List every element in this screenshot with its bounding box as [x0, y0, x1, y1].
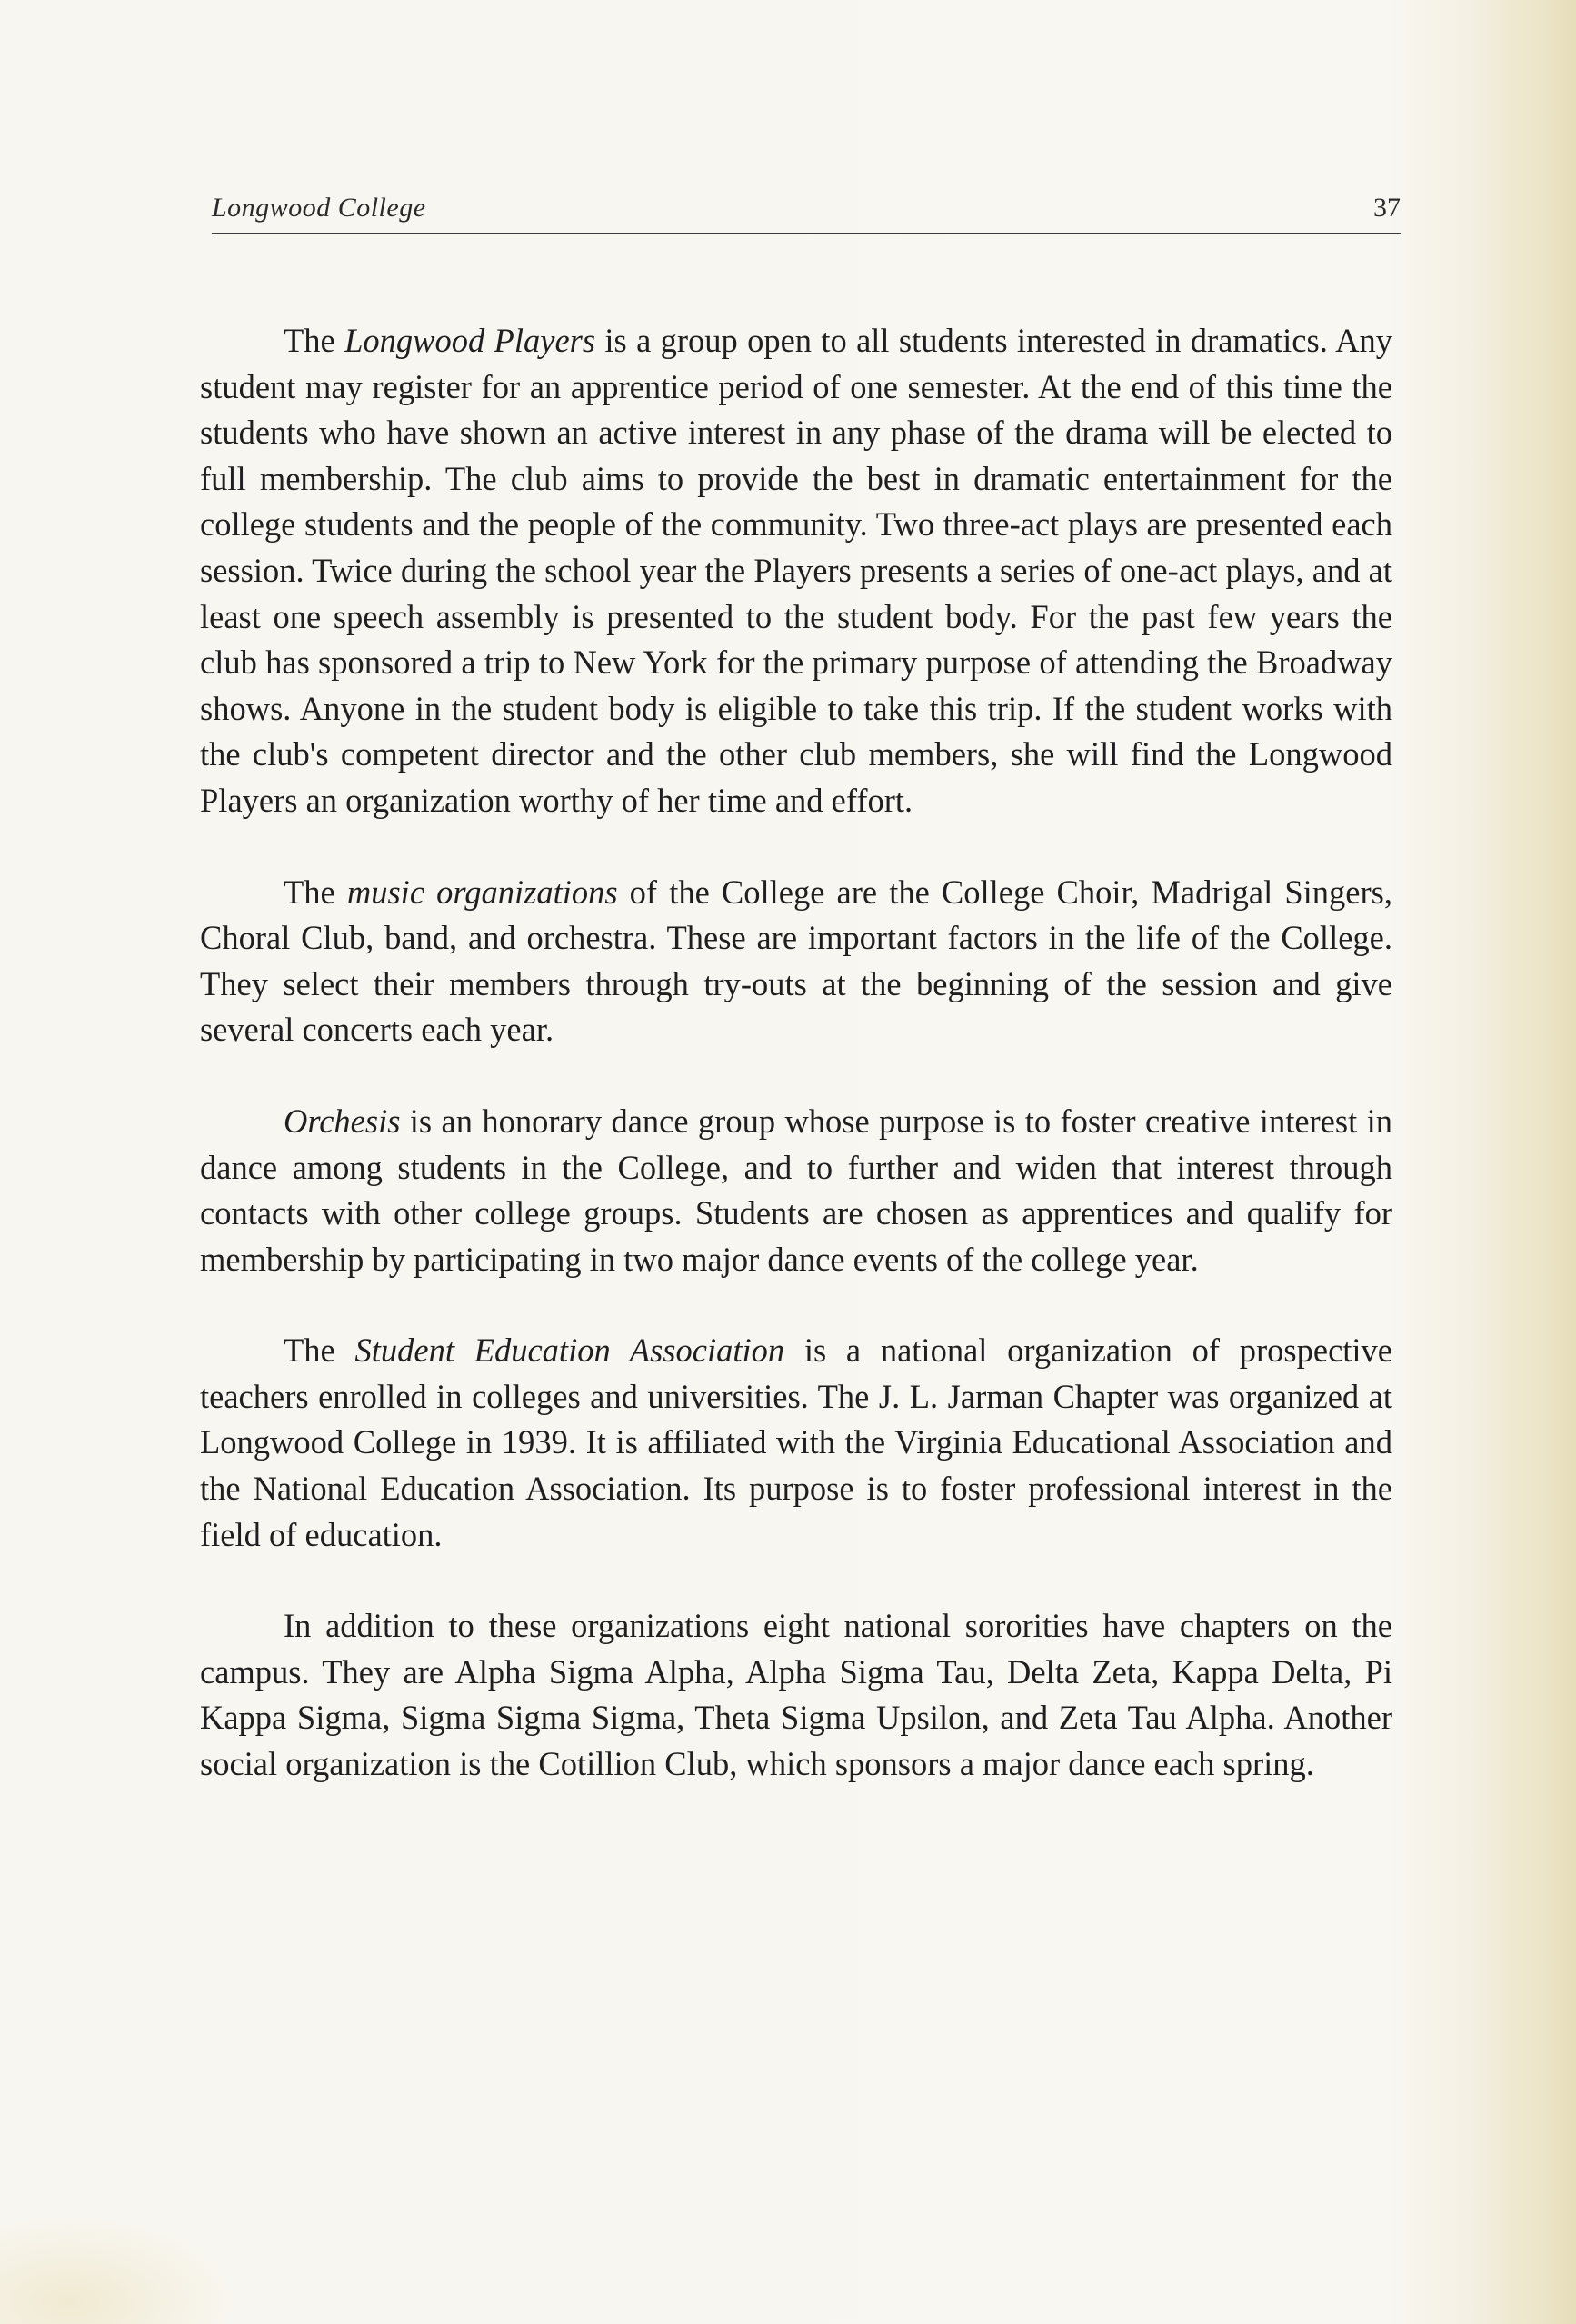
paragraph-lead: The	[284, 873, 347, 911]
paragraph-student-education-association	[200, 1328, 1392, 1558]
page-number: 37	[1373, 193, 1401, 223]
running-header	[212, 193, 1401, 236]
paragraph-term: Longwood Players	[344, 322, 596, 359]
paragraph-text: In addition to these organizations eight national sororities have chapters on the campus. They are Alpha Sigma Alpha, Alpha Sigma Tau, Delta Zeta, Kappa Delta, Pi Kappa Sigma, Sigma Sigma Sigma, Theta Sigma Upsilon, and Zeta Tau Alpha. Another social organization is the Cotillion Club, which sponsors a major dance each spring.	[200, 1607, 1392, 1783]
paragraph-lead: The	[284, 1332, 355, 1370]
body-text	[200, 318, 1392, 1833]
paragraph-lead: The	[284, 322, 345, 359]
paragraph-text: of the College are the College Choir, Madrigal Singers, Choral Club, band, and orchestra. These are important factors in the life of the College. They select their members through try-outs at the beginning of the session and give several concerts each year.	[200, 873, 1392, 1049]
paragraph-term: music organizations	[346, 873, 618, 911]
page-corner-stain	[0, 2215, 236, 2324]
page-edge-shading	[1471, 0, 1576, 2324]
header-rule	[212, 233, 1401, 234]
paragraph-term: Student Education Association	[354, 1332, 785, 1370]
paragraph-music-organizations	[200, 870, 1392, 1053]
paragraph-orchesis	[200, 1099, 1392, 1282]
paragraph-text: is a national organization of prospective teachers enrolled in colleges and universities. The J. L. Jarman Chapter was organized at Longwood College in 1939. It is affiliated with the Virginia Educational Association and the National Education Association. Its purpose is to foster professional interest in the field of education.	[200, 1332, 1393, 1553]
paragraph-longwood-players	[200, 318, 1392, 824]
paragraph-term: Orchesis	[284, 1102, 401, 1140]
paragraph-text: is an honorary dance group whose purpose is to foster creative interest in dance among students in the College, and to further and widen that interest through contacts with other college groups. Students are chosen as apprentices and qualify for membership by participating in two major dance events of the college year.	[200, 1102, 1392, 1278]
paragraph-text: is a group open to all students interested in dramatics. Any student may register for an apprentice period of one semester. At the end of this time the students who have shown an active interest in any phase of the drama will be elected to full membership. The club aims to provide the best in dramatic entertainment for the college students and the people of the community. Two three-act plays are presented each session. Twice during the school year the Players presents a series of one-act plays, and at least one speech assembly is presented to the student body. For the past few years the club has sponsored a trip to New York for the primary purpose of attending the Broadway shows. Anyone in the student body is eligible to take this trip. If the student works with the club's competent director and the other club members, she will find the Longwood Players an organization worthy of her time and effort.	[200, 322, 1392, 819]
running-title: Longwood College	[212, 193, 426, 223]
paragraph-sororities	[200, 1603, 1392, 1787]
